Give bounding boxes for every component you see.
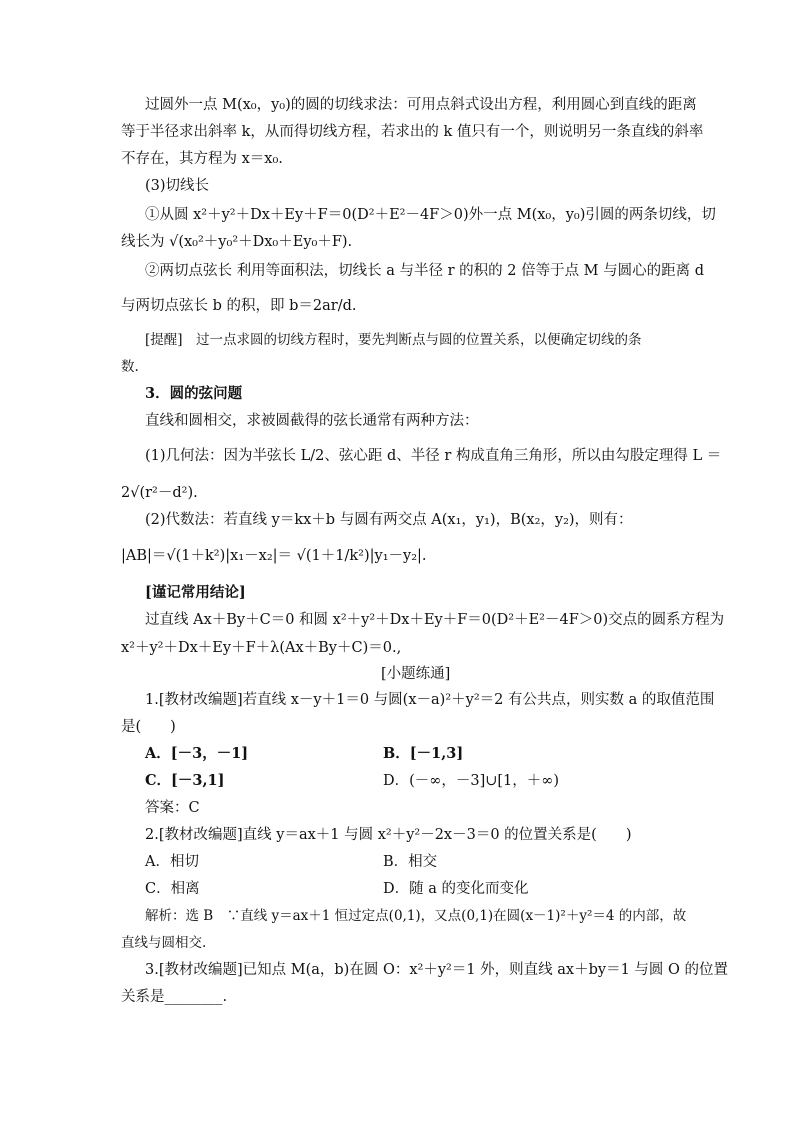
- paragraph-line: 与两切点弦长 b 的积，即 b＝2ar/d.: [121, 298, 357, 314]
- solution-line: 解析：选 B ∵直线 y＝ax＋1 恒过定点(0,1)，又点(0,1)在圆(x－1)²＋y²＝4 的内部，故: [145, 908, 687, 924]
- remember-heading: [谨记常用结论]: [145, 584, 246, 601]
- paragraph-line: 直线和圆相交，求被圆截得的弦长通常有两种方法：: [145, 413, 479, 429]
- option-a: A．[－3，－1]: [145, 745, 249, 762]
- paragraph-line: ①从圆 x²＋y²＋Dx＋Ey＋F＝0(D²＋E²－4F＞0)外一点 M(x₀，y₀)引圆的两条切线，切: [145, 207, 716, 223]
- option-b: B．相交: [383, 854, 438, 870]
- tip-note: [提醒] 过一点求圆的切线方程时，要先判断点与圆的位置关系，以便确定切线的条: [145, 332, 642, 348]
- option-d: D．(－∞，－3]∪[1，＋∞): [383, 773, 560, 789]
- practice-title: [小题练通]: [381, 666, 451, 682]
- paragraph-line: 过圆外一点 M(x₀，y₀)的圆的切线求法：可用点斜式设出方程，利用圆心到直线的距离: [145, 97, 697, 113]
- paragraph-line: (2)代数法：若直线 y＝kx＋b 与圆有两交点 A(x₁，y₁)，B(x₂，y₂)，则有：: [145, 512, 633, 528]
- question-stem: 1.[教材改编题]若直线 x－y＋1＝0 与圆(x－a)²＋y²＝2 有公共点，则实数 a 的取值范围: [145, 692, 715, 708]
- section-heading: 3．圆的弦问题: [145, 385, 243, 402]
- question-stem: 3.[教材改编题]已知点 M(a，b)在圆 O：x²＋y²＝1 外，则直线 ax＋by＝1 与圆 O 的位置: [145, 962, 729, 978]
- formula-line: |AB|＝√(1＋k²)|x₁－x₂|＝ √(1＋1/k²)|y₁－y₂|.: [121, 548, 427, 564]
- paragraph-line: 等于半径求出斜率 k，从而得切线方程，若求出的 k 值只有一个，则说明另一条直线的斜率: [121, 124, 704, 140]
- option-a: A．相切: [145, 854, 199, 870]
- option-c: C．相离: [145, 881, 200, 897]
- option-d: D．随 a 的变化而变化: [383, 881, 529, 897]
- question-stem: 是( ): [121, 719, 176, 735]
- paragraph-line: 2√(r²－d²).: [121, 485, 198, 501]
- question-stem: 2.[教材改编题]直线 y＝ax＋1 与圆 x²＋y²－2x－3＝0 的位置关系是( ): [145, 827, 632, 843]
- option-c: C．[－3,1]: [145, 772, 225, 789]
- paragraph-line: 不存在，其方程为 x＝x₀.: [121, 151, 283, 167]
- paragraph-line: 线长为 √(x₀²＋y₀²＋Dx₀＋Ey₀＋F).: [121, 234, 353, 250]
- answer-line: 答案：C: [145, 800, 200, 816]
- subheading-tangent-length: (3)切线长: [145, 178, 210, 194]
- paragraph-line: x²＋y²＋Dx＋Ey＋F＋λ(Ax＋By＋C)＝0.,: [121, 640, 402, 656]
- paragraph-line: (1)几何法：因为半弦长 L/2、弦心距 d、半径 r 构成直角三角形，所以由勾股定理得 L ＝: [145, 448, 722, 464]
- question-stem: 关系是________.: [121, 989, 228, 1005]
- paragraph-line: ②两切点弦长 利用等面积法，切线长 a 与半径 r 的积的 2 倍等于点 M 与圆心的距离 d: [145, 263, 705, 279]
- option-b: B．[－1,3]: [383, 745, 464, 762]
- solution-line: 直线与圆相交.: [121, 935, 207, 951]
- paragraph-line: 过直线 Ax＋By＋C＝0 和圆 x²＋y²＋Dx＋Ey＋F＝0(D²＋E²－4F＞0)交点的圆系方程为: [145, 612, 725, 628]
- tip-note: 数.: [121, 359, 139, 375]
